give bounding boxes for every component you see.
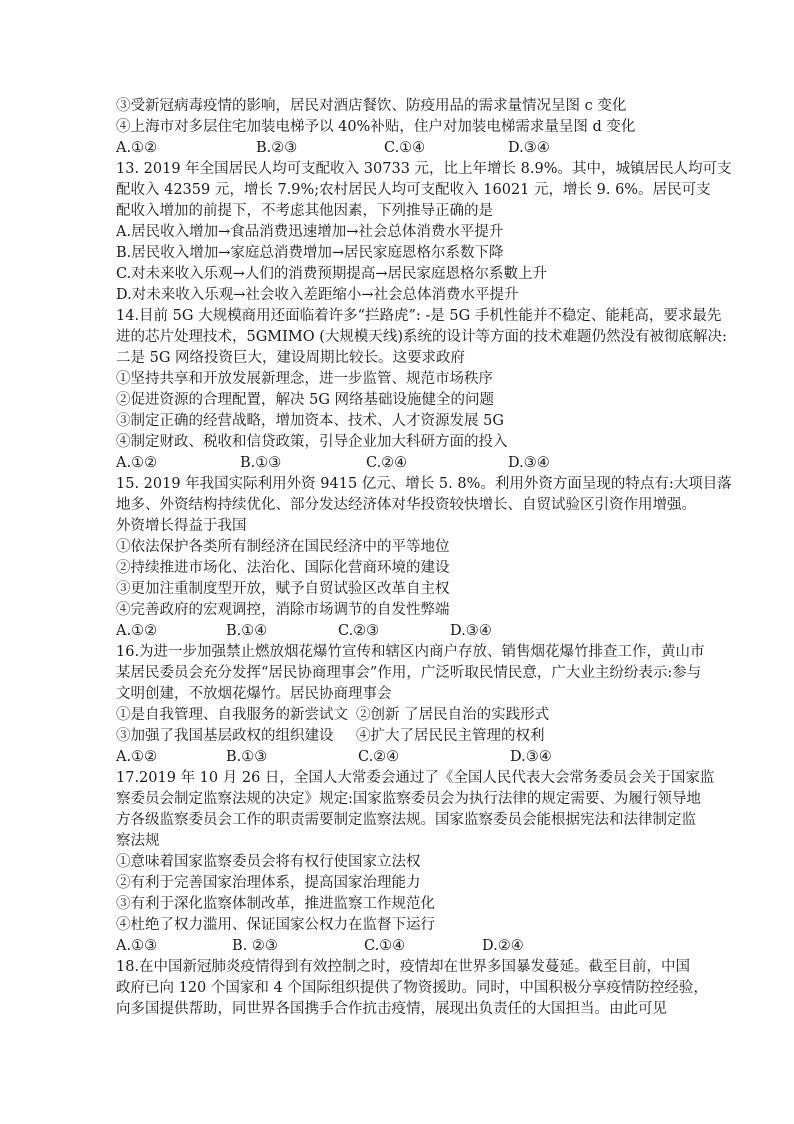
q14-item-2: ②促进资源的合理配置，解决 5G 网络基础设施健全的问题 [116, 392, 495, 408]
q15-option-b: B.①④ [226, 623, 268, 639]
q12-option-a: A.①② [116, 140, 158, 156]
q15-stem-3: 外资增长得益于我国 [116, 518, 247, 534]
q12-item-4: ④上海市对多层住宅加装电梯予以 40%补贴，住户对加装电梯需求量呈图 d 变化 [116, 119, 636, 135]
q16-item-2: ②创新 了居民自治的实践形式 [356, 707, 550, 723]
q15-option-a: A.①② [116, 623, 158, 639]
q13-stem-2: 配收入 42359 元，增长 7.9%;农村居民人均可支配收入 16021 元，增长 9. 6%。居民可支 [116, 182, 711, 198]
q14-item-1: ①坚持共享和开放发展新理念，进一步监管、规范市场秩序 [116, 371, 493, 387]
q16-item-3: ③加强了我国基层政权的组织建设 [116, 728, 334, 744]
q17-stem-4: 察法规 [116, 833, 160, 849]
q15-item-3: ③更加注重制度型开放，赋予自贸试验区改革自主权 [116, 581, 450, 597]
q13-stem-1: 13. 2019 年全国居民人均可支配收入 30733 元，比上年增长 8.9%。其中，城镇居民人均可支 [116, 161, 732, 177]
q18-stem-1: 18.在中国新冠肺炎疫情得到有效控制之时，疫情却在世界多国暴发蔓延。截至目前，中国 [116, 959, 691, 975]
q15-stem-2: 地多、外资结构持续优化、部分发达经济体对华投资较快增长、自贸试验区引资作用增强。 [116, 497, 696, 513]
q16-items-row-2 [116, 726, 716, 746]
q17-stem-1: 17.2019 年 10 月 26 日，全国人大常委会通过了《全国人民代表大会常务委员会关于国家监 [116, 770, 715, 786]
q16-items-row-1 [116, 705, 716, 725]
q14-stem-1: 14.目前 5G 大规模商用还面临着许多“拦路虎”: -是 5G 手机性能并不稳定、能耗高，要求最先 [116, 308, 722, 324]
q13-choice-a: A.居民收入增加→食品消费迅速增加→社会总体消费水平提升 [116, 224, 504, 240]
q14-option-b: B.①③ [240, 455, 282, 471]
q17-option-a: A.①③ [116, 938, 158, 954]
q16-options [116, 747, 716, 767]
q15-option-c: C.②③ [338, 623, 380, 639]
q14-item-3: ③制定正确的经营战略，增加资本、技术、人才资源发展 5G [116, 413, 504, 429]
q16-item-1: ①是自我管理、自我服务的新尝试文 [116, 707, 348, 723]
q16-stem-1: 16.为进一步加强禁止燃放烟花爆竹宣传和辖区内商户存放、销售烟花爆竹排查工作，黄山市 [116, 644, 705, 660]
q18-stem-3: 向多国提供帮助，同世界各国携手合作抗击疫情，展现出负责任的大国担当。由此可见 [116, 1001, 667, 1017]
q15-item-2: ②持续推进市场化、法治化、国际化营商环境的建设 [116, 560, 450, 576]
q13-choice-b: B.居民收入增加→家庭总消费增加→居民家庭恩格尔系数下降 [116, 245, 504, 261]
q14-item-4: ④制定财政、税收和信贷政策，引导企业加大科研方面的投入 [116, 434, 508, 450]
q12-options [116, 138, 716, 158]
q17-stem-2: 察委员会制定监察法规的决定》规定:国家监察委员会为执行法律的规定需要、为履行领导地 [116, 791, 701, 807]
q17-option-c: C.①④ [364, 938, 406, 954]
q15-item-1: ①依法保护各类所有制经济在国民经济中的平等地位 [116, 539, 450, 555]
q16-option-c: C.②④ [358, 749, 400, 765]
q14-option-c: C.②④ [366, 455, 408, 471]
q16-item-4: ④扩大了居民民主管理的权利 [356, 728, 545, 744]
q14-option-d: D.③④ [508, 455, 550, 471]
q15-item-4: ④完善政府的宏观调控，消除市场调节的自发性弊端 [116, 602, 450, 618]
q17-item-4: ④杜绝了权力滥用、保证国家公权力在监督下运行 [116, 917, 435, 933]
q15-option-d: D.③④ [450, 623, 492, 639]
q12-item-3: ③受新冠病毒疫情的影响，居民对酒店餐饮、防疫用品的需求量情况呈图 c 变化 [116, 98, 627, 114]
q16-stem-3: 文明创建，不放烟花爆竹。居民协商理事会 [116, 686, 392, 702]
q12-option-b: B.②③ [256, 140, 298, 156]
q14-option-a: A.①② [116, 455, 158, 471]
q18-stem-2: 政府已向 120 个国家和 4 个国际组织提供了物资援助。同时，中国积极分享疫情防控经验， [116, 980, 708, 996]
q15-stem-1: 15. 2019 年我国实际利用外资 9415 亿元、增长 5. 8%。利用外资方面呈现的特点有:大项目落 [116, 476, 732, 492]
q14-stem-2: 进的芯片处理技术，5GMIMO (大规模天线)系统的设计等方面的技术难题仍然没有被彻底解决: [116, 329, 727, 345]
q12-option-d: D.③④ [508, 140, 550, 156]
q13-choice-c: C.对未来收入乐观→人们的消费预期提高→居民家庭恩格尔系數上升 [116, 266, 547, 282]
q17-stem-3: 方各级监察委员会工作的职责需要制定监察法规。国家监察委员会能根据宪法和法律制定监 [116, 812, 696, 828]
q16-option-d: D.③④ [510, 749, 552, 765]
q17-options [116, 936, 716, 956]
q14-stem-3: 二是 5G 网络投资巨大，建设周期比较长。这要求政府 [116, 350, 466, 366]
q14-options [116, 453, 716, 473]
q17-item-1: ①意味着国家监察委员会将有权行使国家立法权 [116, 854, 421, 870]
q17-item-2: ②有利于完善国家治理体系，提高国家治理能力 [116, 875, 421, 891]
q17-item-3: ③有利于深化监察体制改革，推进监察工作规范化 [116, 896, 435, 912]
q17-option-d: D.②④ [482, 938, 524, 954]
q17-option-b: B. ②③ [232, 938, 278, 954]
q12-option-c: C.①④ [384, 140, 426, 156]
q16-option-a: A.①② [116, 749, 158, 765]
q15-options [116, 621, 716, 641]
q13-choice-d: D.对未来收入乐观→社会收入差距缩小→社会总体消费水平提升 [116, 287, 519, 303]
q16-option-b: B.①③ [226, 749, 268, 765]
q16-stem-2: 某居民委员会充分发挥“居民协商理事会”作用，广泛听取民情民意，广大业主纷纷表示:参与 [116, 665, 702, 681]
q13-stem-3: 配收入增加的前提下，不考虑其他因素，下列推导正确的是 [116, 203, 493, 219]
